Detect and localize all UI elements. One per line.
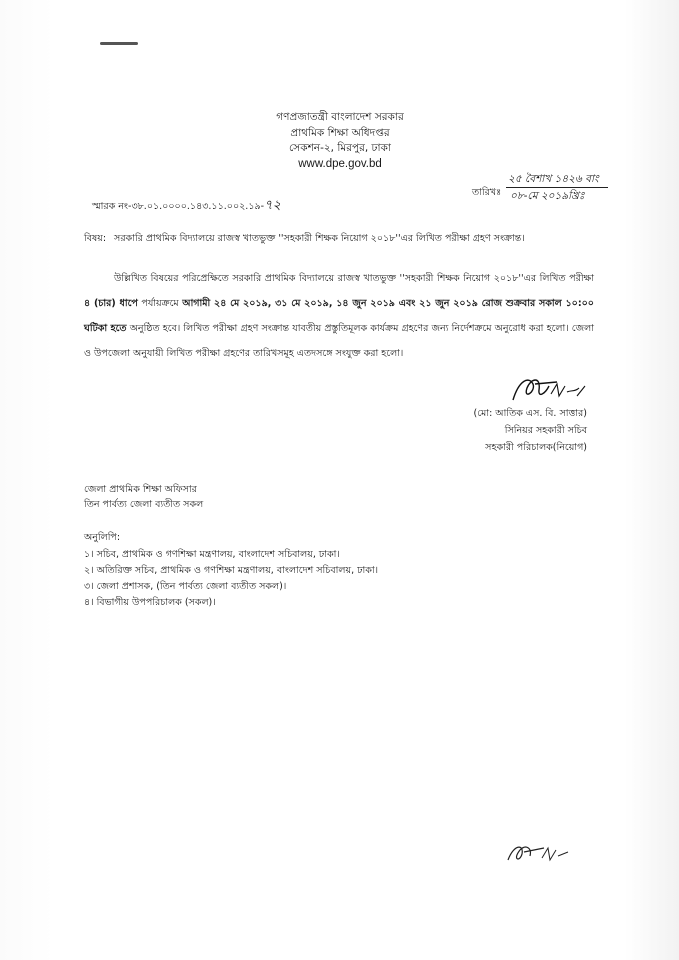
date-divider (506, 187, 608, 188)
signature-scribble (505, 370, 595, 410)
recipient-block (84, 482, 203, 512)
body-paragraph (84, 266, 594, 366)
body-bold-dates: আগামী ২৪ মে ২০১৯, ৩১ মে ২০১৯, ১৪ জুন ২০১৯ এবং ২১ জুন ২০১৯ রোজ শুক্রবার সকাল ১০:০০ ঘটিকা হতে (84, 298, 594, 334)
copy-item: ১। সচিব, প্রাথমিক ও গণশিক্ষা মন্ত্রণালয়, বাংলাদেশ সচিবালয়, ঢাকা। (84, 549, 340, 560)
subject-text: সরকারি প্রাথমিক বিদ্যালয়ে রাজস্ব খাতভুক্ত ''সহকারী শিক্ষক নিয়োগ ২০১৮''এর লিখিত পরীক্ষা গ্রহণ সংক্রান্ত। (114, 233, 525, 244)
ref-number: ৩৮.০১.০০০০.১৪৩.১১.০০২.১৯- (131, 201, 265, 212)
body-bold-phases: ৪ (চার) ধাপে (84, 298, 138, 309)
signatory-title: সিনিয়র সহকারী সচিব (504, 425, 587, 436)
copy-item: ৩। জেলা প্রশাসক, (তিন পার্বত্য জেলা ব্যতীত সকল)। (84, 581, 287, 592)
recipient-line-2: তিন পার্বত্য জেলা ব্যতীত সকল (84, 499, 204, 510)
letter-body (84, 266, 594, 366)
copies-block (84, 530, 378, 611)
signatory-designation: সহকারী পরিচালক(নিয়োগ) (485, 442, 587, 453)
body-part-2: পর্যায়ক্রমে (141, 298, 179, 309)
date-gregorian: ০৮-মে ২০১৯খ্রিঃ (510, 190, 585, 202)
copy-item: ৪। বিভাগীয় উপপরিচালক (সকল)। (84, 597, 216, 608)
website: www.dpe.gov.bd (298, 157, 382, 170)
copies-heading: অনুলিপি: (84, 532, 121, 543)
memo-reference (92, 196, 281, 217)
scan-mark (100, 42, 138, 45)
ref-label: স্মারক নং- (92, 201, 132, 212)
signature-scribble-lower (498, 838, 578, 870)
signature-block (455, 405, 587, 456)
subject-line (84, 232, 525, 247)
govt-name: গণপ্রজাতন্ত্রী বাংলাদেশ সরকার (276, 111, 404, 123)
body-part-1: উল্লিখিত বিষয়ের পরিপ্রেক্ষিতে সরকারি প্রাথমিক বিদ্যালয়ে রাজস্ব খাতভুক্ত ''সহকারী শিক্ষক নিয়োগ ২০১৮''এর লিখিত পরীক্ষা (114, 273, 594, 284)
letterhead (230, 110, 450, 172)
recipient-line-1: জেলা প্রাথমিক শিক্ষা অফিসার (84, 484, 197, 495)
signatory-name: (মো: আতিক এস. বি. সাত্তার) (473, 408, 587, 419)
department-name: প্রাথমিক শিক্ষা অধিদপ্তর (290, 126, 390, 139)
date-bengali: ২৫ বৈশাখ ১৪২৬ বাং (508, 173, 599, 185)
subject-label: বিষয়: (84, 233, 107, 244)
ref-handwritten-number: ৭২ (264, 198, 281, 213)
body-part-3: অনুষ্ঠিত হবে। লিখিত পরীক্ষা গ্রহণ সংক্রান্ত যাবতীয় প্রস্তুতিমূলক কার্যক্রম গ্রহণের জন্য নির্দেশক্রমে অনুরোধ করা হলো। জেলা ও উপজেলা অনুযায়ী লিখিত পরীক্ষা গ্রহণের তারিখসমূহ এতদসঙ্গে সংযুক্ত করা হলো। (84, 323, 594, 359)
address: সেকশন-২, মিরপুর, ঢাকা (289, 142, 391, 154)
copy-item: ২। অতিরিক্ত সচিব, প্রাথমিক ও গণশিক্ষা মন্ত্রণালয়, বাংলাদেশ সচিবালয়, ঢাকা। (84, 565, 379, 576)
date-label: তারিখঃ (472, 187, 502, 198)
